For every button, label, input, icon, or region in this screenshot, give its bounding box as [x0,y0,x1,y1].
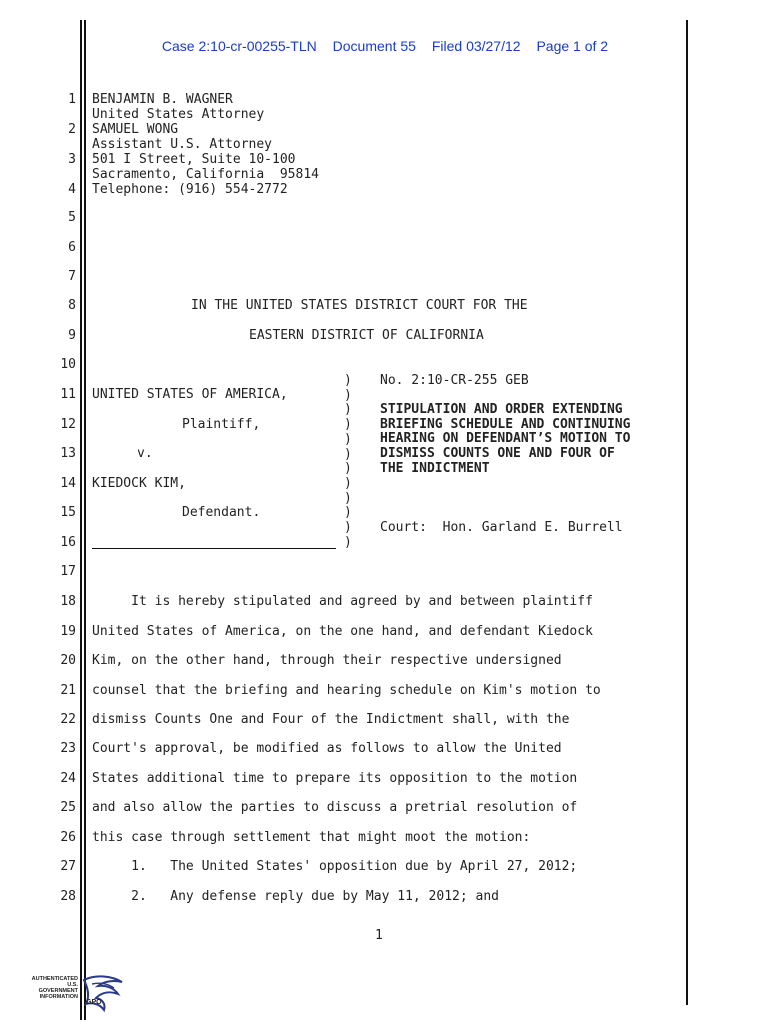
caption-paren: ) [344,461,352,477]
attorney-city: Sacramento, California 95814 [92,167,319,182]
caption-paren: ) [344,417,352,433]
attorney-street: 501 I Street, Suite 10-100 [92,152,296,167]
line-number: 22 [60,712,76,727]
line-number: 13 [60,446,76,461]
court-judge: Court: Hon. Garland E. Burrell [380,520,623,535]
caption-paren: ) [344,520,352,535]
caption-paren: ) [344,534,352,550]
line-number: 6 [68,240,76,255]
line-number: 4 [68,182,76,197]
line-number: 12 [60,417,76,432]
line-number: 20 [60,653,76,668]
filing-header [0,38,770,54]
body-line: States additional time to prepare its opposition to the motion [92,771,578,786]
attorney-name: BENJAMIN B. WAGNER [92,92,233,107]
gpo-auth-text: AUTHENTICATED U.S. GOVERNMENT INFORMATION [31,976,78,1000]
body-line: dismiss Counts One and Four of the Indictment shall, with the [92,712,570,727]
line-number: 15 [60,505,76,520]
body-line: 1. The United States' opposition due by April 27, 2012; [92,859,578,874]
line-number: 11 [60,387,76,402]
caption-paren: ) [344,373,352,388]
header-page: Page 1 of 2 [536,38,609,54]
caption-paren: ) [344,475,352,491]
line-number: 19 [60,624,76,639]
line-number: 21 [60,683,76,698]
body-line: and also allow the parties to discuss a pretrial resolution of [92,800,578,815]
line-number: 27 [60,859,76,874]
caption-title-2: BRIEFING SCHEDULE AND CONTINUING [380,417,631,432]
body-line: It is hereby stipulated and agreed by and between plaintiff [92,594,593,609]
caption-paren: ) [344,402,352,418]
header-document: Document 55 [332,38,416,54]
attorney-title: United States Attorney [92,107,265,122]
header-case: Case 2:10-cr-00255-TLN [161,38,317,54]
line-number: 26 [60,830,76,845]
header-filed: Filed 03/27/12 [431,38,521,54]
body-line: Court's approval, be modified as follows to allow the United [92,741,562,756]
caption-paren: ) [344,505,352,521]
line-number: 2 [68,122,76,137]
assistant-title: Assistant U.S. Attorney [92,137,273,152]
body-line: 2. Any defense reply due by May 11, 2012; and [92,889,499,904]
gpo-label: GPO [86,999,102,1006]
caption-underline [92,548,336,549]
defendant-label: Defendant. [182,505,261,520]
body-line: this case through settlement that might moot the motion: [92,830,531,845]
gpo-eagle-icon [78,972,128,1014]
line-number: 7 [68,269,76,284]
page-number: 1 [375,928,383,943]
court-line-1: IN THE UNITED STATES DISTRICT COURT FOR THE [191,298,528,313]
caption-title-4: DISMISS COUNTS ONE AND FOUR OF [380,446,615,461]
caption-paren: ) [344,431,352,447]
line-number: 10 [60,357,76,372]
line-number: 3 [68,152,76,167]
line-number: 18 [60,594,76,609]
body-line: counsel that the briefing and hearing schedule on Kim's motion to [92,683,601,698]
gpo-authentication-seal [30,970,130,1015]
court-line-2: EASTERN DISTRICT OF CALIFORNIA [249,328,484,343]
line-number: 14 [60,476,76,491]
right-margin-rule [686,20,688,1005]
line-number: 25 [60,800,76,815]
caption-paren: ) [344,490,352,506]
line-number: 17 [60,564,76,579]
line-number: 9 [68,328,76,343]
caption-paren: ) [344,387,352,403]
plaintiff-name: UNITED STATES OF AMERICA, [92,387,288,402]
case-number: No. 2:10-CR-255 GEB [380,373,529,388]
plaintiff-label: Plaintiff, [182,417,261,432]
attorney-phone: Telephone: (916) 554-2772 [92,182,288,197]
line-number: 28 [60,889,76,904]
caption-title-3: HEARING ON DEFENDANT’S MOTION TO [380,431,631,446]
body-line: United States of America, on the one hand, and defendant Kiedock [92,624,593,639]
line-number: 16 [60,535,76,550]
line-number: 1 [68,92,76,107]
line-number: 5 [68,210,76,225]
line-number: 23 [60,741,76,756]
assistant-name: SAMUEL WONG [92,122,179,137]
left-margin-rule-outer [80,20,82,1020]
versus: v. [137,446,153,461]
line-number: 24 [60,771,76,786]
caption-title-1: STIPULATION AND ORDER EXTENDING [380,402,623,417]
caption-paren: ) [344,446,352,462]
body-line: Kim, on the other hand, through their respective undersigned [92,653,562,668]
defendant-name: KIEDOCK KIM, [92,476,186,491]
line-number: 8 [68,298,76,313]
caption-title-5: THE INDICTMENT [380,461,490,476]
left-margin-rule-inner [84,20,86,1020]
